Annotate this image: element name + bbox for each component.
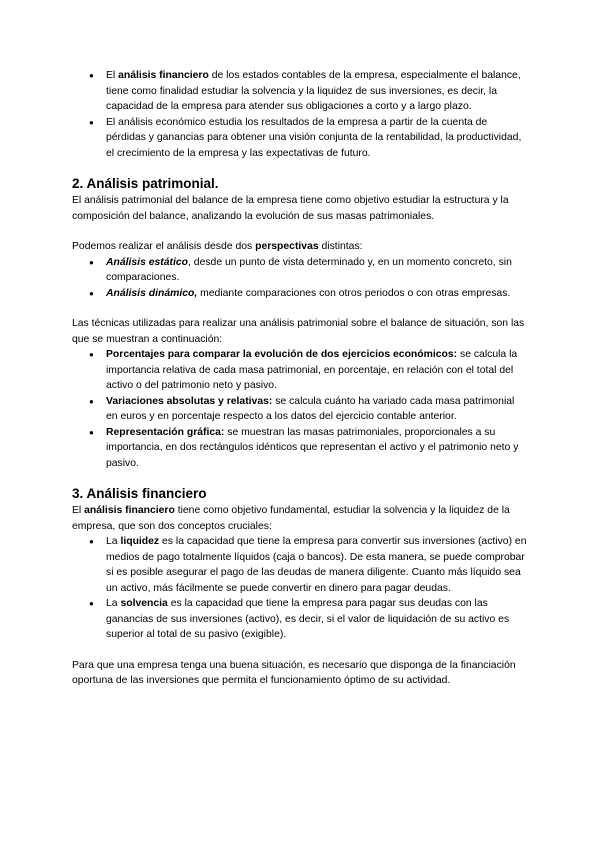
text-span: , desde un punto de vista determinado y, en un momento concreto, sin comparaciones.: [106, 256, 512, 283]
text-span: El análisis económico estudia los resultados de la empresa a partir de la cuenta de pérdidas y ganancias para obtener una visión conjunta de la rentabilidad, la productividad, el crecimiento de la empresa y las expectativas de futuro.: [106, 116, 522, 159]
text-span: La: [106, 536, 121, 547]
paragraph: El análisis patrimonial del balance de la empresa tiene como objetivo estudiar la estructura y la composición del balance, analizando la evolución de sus masas patrimoniales.: [72, 195, 509, 222]
paragraph: [72, 239, 528, 255]
text-span: La: [106, 598, 121, 609]
text-span: se calcula cuánto ha variado cada masa patrimonial en euros y en porcentaje respecto a los datos del ejercicio contable anterior.: [106, 395, 515, 422]
text-span: El: [106, 70, 119, 81]
paragraph: Las técnicas utilizadas para realizar una análisis patrimonial sobre el balance de situación, son las que se muestran a continuación:: [72, 318, 525, 345]
list-item: [106, 347, 528, 394]
text-span: es la capacidad que tiene la empresa para convertir sus inversiones (activo) en medios de pago totalmente líquidos (caja o bancos). De esta manera, se puede comprobar si es posible asegurar el pago de las deudas de manera diligente. Cuanto más líquido sea un activo, más fácilmente se puede convertir en dinero para pagar deudas.: [106, 536, 527, 594]
text-span: mediante comparaciones con otros periodos o con otras empresas.: [197, 287, 511, 299]
list-item: [106, 534, 528, 596]
list-item: [106, 286, 528, 302]
bold-term: análisis financiero: [84, 505, 175, 516]
paragraph: Para que una empresa tenga una buena situación, es necesario que disponga de la financiación oportuna de las inversiones que permita el funcionamiento óptimo de su actividad.: [72, 659, 516, 686]
perspectives-list: [72, 255, 528, 302]
text-span: se muestran las masas patrimoniales, proporcionales a su importancia, en dos rectángulos idénticos que representan el activo y el patrimonio neto y pasivo.: [106, 426, 519, 469]
section-heading: 3. Análisis financiero: [72, 486, 207, 501]
bold-term: Variaciones absolutas y relativas:: [106, 395, 273, 407]
text-span: tiene como objetivo fundamental, estudiar la solvencia y la liquidez de la empresa, que son dos conceptos cruciales:: [72, 505, 510, 532]
intro-list: [72, 68, 528, 161]
list-item: [106, 425, 528, 472]
techniques-list: [72, 347, 528, 471]
concepts-list: [72, 534, 528, 643]
list-item: [106, 394, 528, 425]
list-item: [106, 68, 528, 115]
bold-term: Análisis dinámico,: [106, 287, 198, 299]
text-span: El: [72, 505, 85, 516]
list-item: [106, 255, 528, 286]
section-heading: 2. Análisis patrimonial.: [72, 176, 219, 191]
text-span: Podemos realizar el análisis desde dos: [72, 241, 256, 252]
bold-term: solvencia: [120, 598, 168, 609]
text-span: distintas:: [318, 241, 363, 252]
text-span: es la capacidad que tiene la empresa para pagar sus deudas con las ganancias de sus inversiones (activo), es decir, si el valor de liquidación de su activo es superior al total de su pasivo (exigible).: [106, 598, 510, 640]
paragraph: [72, 503, 528, 534]
list-item: [106, 596, 528, 643]
text-span: se calcula la importancia relativa de cada masa patrimonial, en porcentaje, en relación con el total del activo o del patrimonio neto y pasivo.: [106, 349, 518, 391]
bold-term: liquidez: [120, 536, 160, 547]
bold-term: análisis financiero: [118, 70, 209, 81]
bold-term: Análisis estático: [106, 256, 189, 268]
text-span: de los estados contables de la empresa, especialmente el balance, tiene como finalidad estudiar la solvencia y la liquidez de sus inversiones, es decir, la capacidad de la empresa para atender sus obligaciones a corto y a largo plazo.: [106, 70, 521, 112]
bold-term: Porcentajes para comparar la evolución de dos ejercicios económicos:: [106, 349, 458, 360]
list-item: [106, 115, 528, 162]
bold-term: Representación gráfica:: [106, 426, 225, 438]
bold-term: perspectivas: [255, 241, 319, 252]
